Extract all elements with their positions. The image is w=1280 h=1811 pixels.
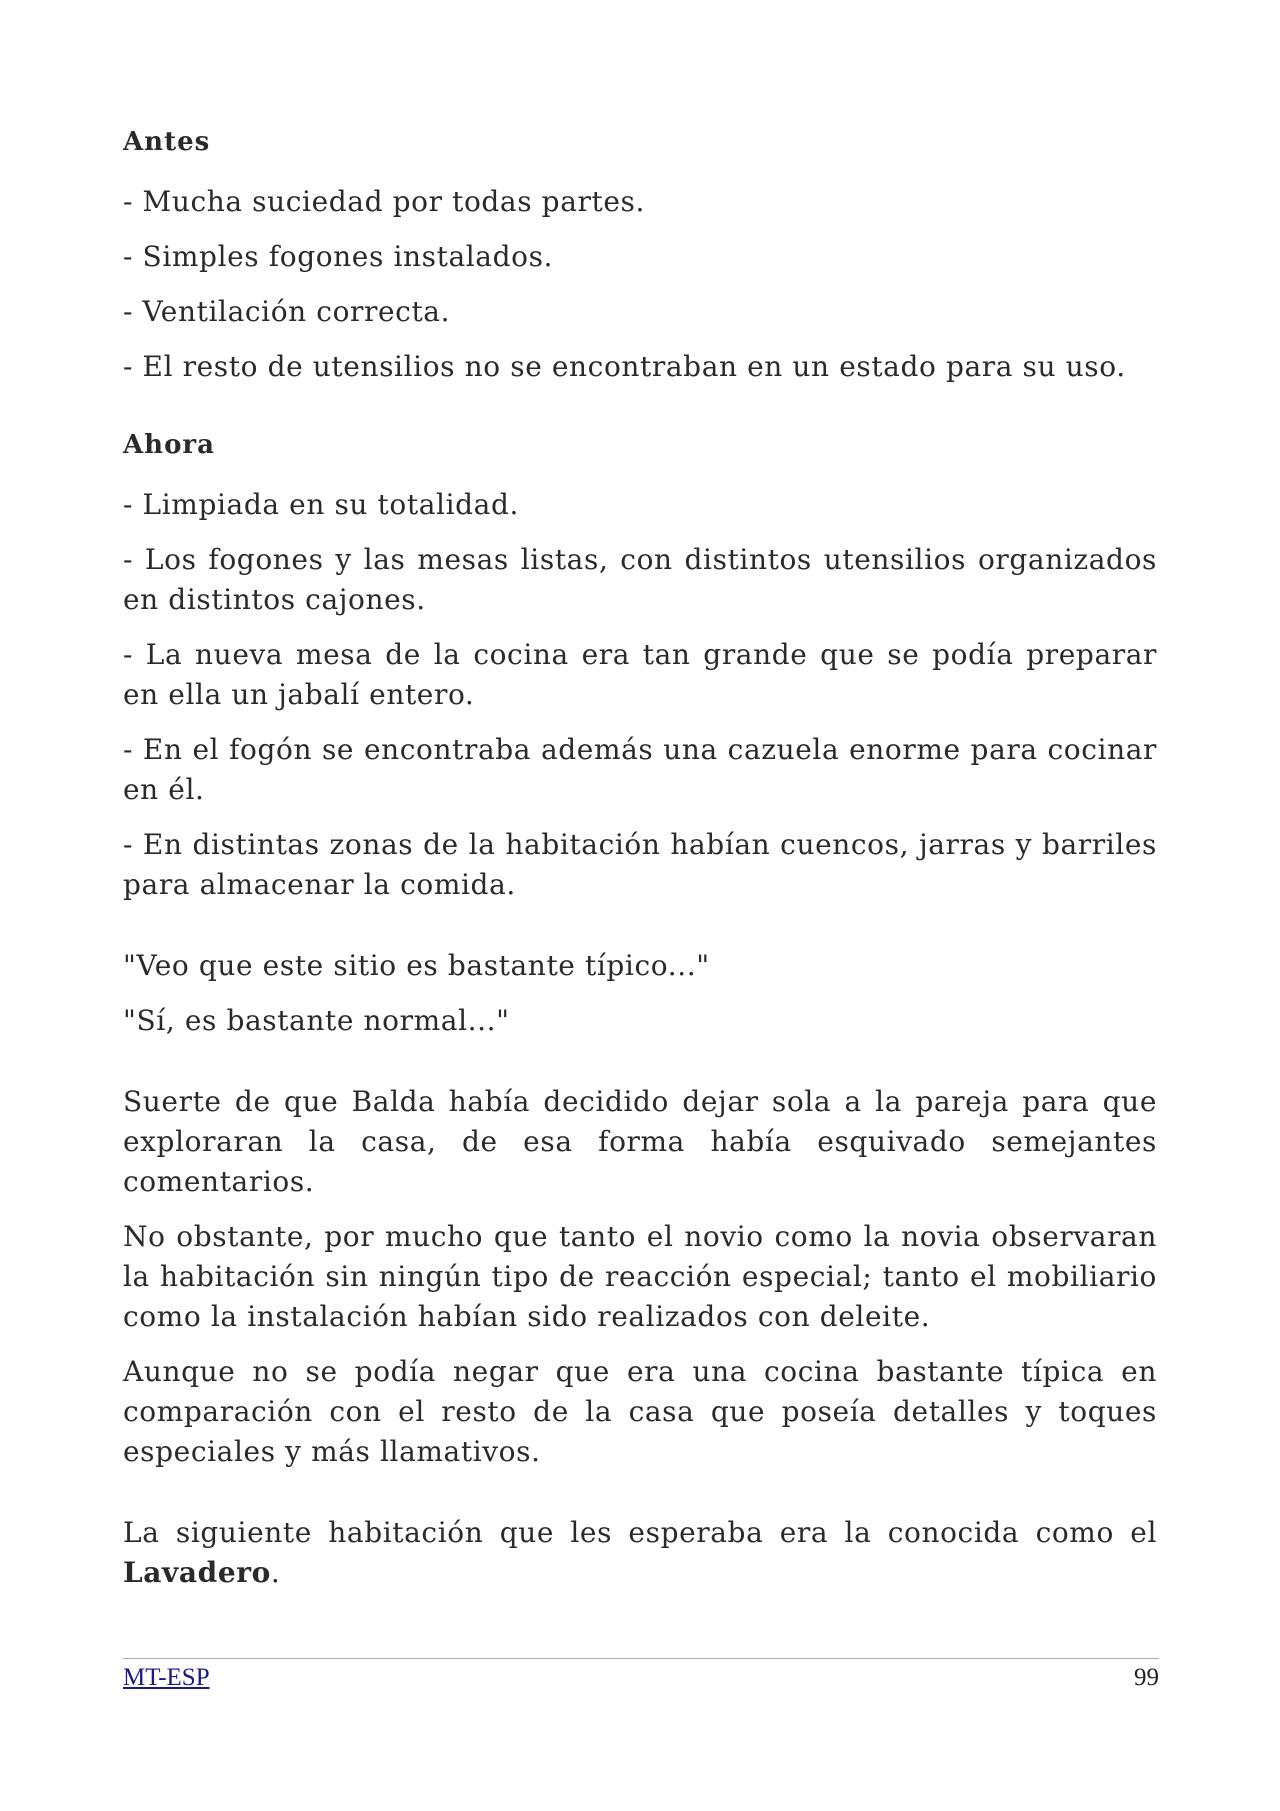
closing-term: Lavadero bbox=[123, 1556, 271, 1589]
dialogue bbox=[123, 946, 1157, 1041]
list-item: - Mucha suciedad por todas partes. bbox=[123, 185, 645, 218]
list-item: - El resto de utensilios no se encontraban en un estado para su uso. bbox=[123, 350, 1126, 383]
closing-paragraph bbox=[123, 1513, 1157, 1593]
narrative-paragraph: Suerte de que Balda había decidido dejar sola a la pareja para que exploraran la casa, de esa forma había esquivado semejantes comentarios. bbox=[123, 1085, 1157, 1198]
footer-brand-link[interactable]: MT-ESP bbox=[123, 1664, 210, 1691]
section-heading: Antes bbox=[123, 127, 211, 157]
closing-text: La siguiente habitación que les esperaba era la conocida como el bbox=[123, 1516, 1157, 1549]
list-item: - En el fogón se encontraba además una cazuela enorme para cocinar en él. bbox=[123, 733, 1157, 806]
section-heading: Ahora bbox=[123, 430, 215, 460]
section-ahora bbox=[123, 423, 1157, 905]
list-item: - Los fogones y las mesas listas, con distintos utensilios organizados en distintos cajones. bbox=[123, 543, 1157, 616]
page-number: 99 bbox=[1134, 1664, 1159, 1691]
dialogue-line: "Sí, es bastante normal..." bbox=[123, 1004, 510, 1037]
list-item: - Simples fogones instalados. bbox=[123, 240, 554, 273]
narrative bbox=[123, 1082, 1157, 1472]
list-item: - Limpiada en su totalidad. bbox=[123, 488, 519, 521]
list-item: - Ventilación correcta. bbox=[123, 295, 451, 328]
dialogue-line: "Veo que este sitio es bastante típico..." bbox=[123, 949, 710, 982]
list-item: - La nueva mesa de la cocina era tan grande que se podía preparar en ella un jabalí entero. bbox=[123, 638, 1157, 711]
narrative-paragraph: Aunque no se podía negar que era una cocina bastante típica en comparación con el resto de la casa que poseía detalles y toques especiales y más llamativos. bbox=[123, 1355, 1157, 1468]
page-footer bbox=[123, 1658, 1159, 1691]
section-antes bbox=[123, 120, 1157, 387]
page-body bbox=[123, 120, 1157, 1608]
narrative-paragraph: No obstante, por mucho que tanto el novio como la novia observaran la habitación sin ningún tipo de reacción especial; tanto el mobiliario como la instalación habían sido realizados con deleite. bbox=[123, 1220, 1157, 1333]
closing-end: . bbox=[270, 1556, 281, 1589]
list-item: - En distintas zonas de la habitación habían cuencos, jarras y barriles para almacenar la comida. bbox=[123, 828, 1157, 901]
